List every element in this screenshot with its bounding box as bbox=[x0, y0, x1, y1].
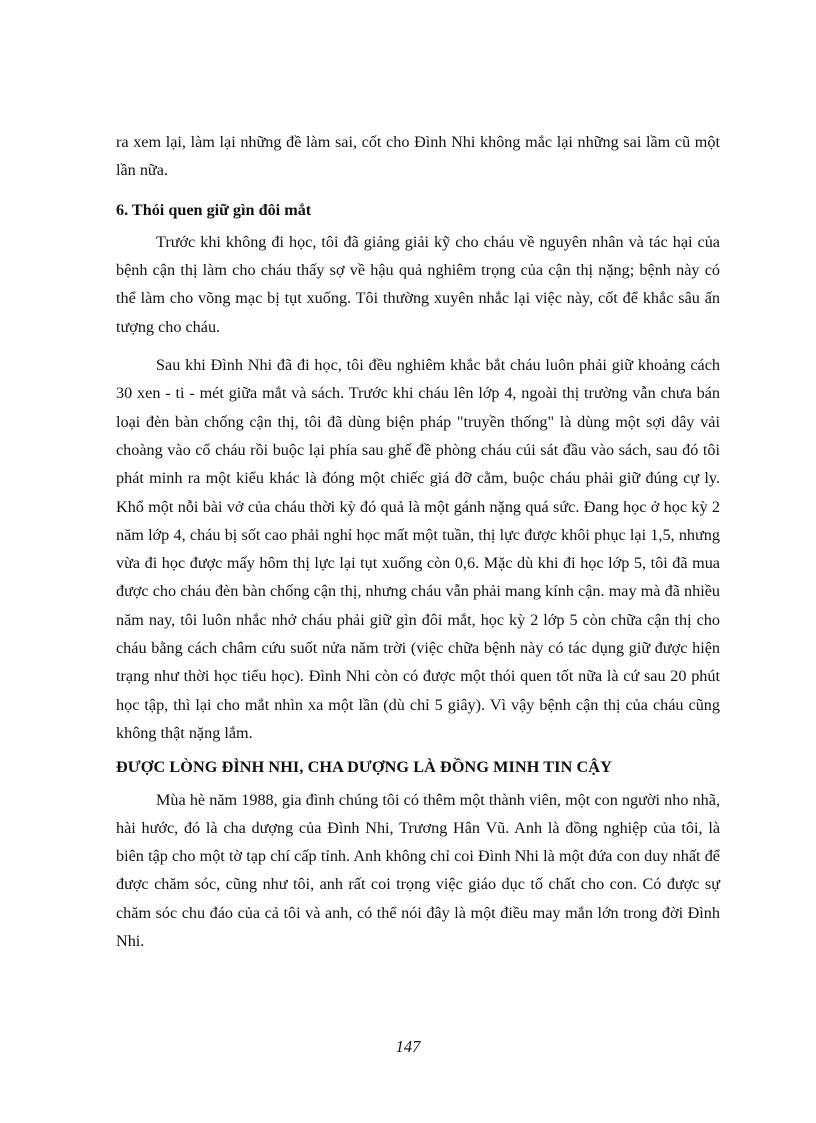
paragraph: Sau khi Đình Nhi đã đi học, tôi đều nghiêm khắc bắt cháu luôn phải giữ khoảng cách 30 xen - ti - mét giữa mắt và sách. Trước khi cháu lên lớp 4, ngoài thị trường vẫn chưa bán loại đèn bàn chống cận thị, tôi đã dùng biện pháp "truyền thống" là dùng một sợi dây vải choàng vào cổ cháu rồi buộc lại phía sau ghế đề phòng cháu cúi sát đầu vào sách, sau đó tôi phát minh ra một kiểu khác là đóng một chiếc giá đỡ cằm, buộc cháu phải giữ đúng cự ly. Khổ một nỗi bài vở của cháu thời kỳ đó quả là một gánh nặng quá sức. Đang học ở học kỳ 2 năm lớp 4, cháu bị sốt cao phải nghỉ học mất một tuần, thị lực được khôi phục lại 1,5, nhưng vừa đi học được mấy hôm thị lực lại tụt xuống còn 0,6. Mặc dù khi đi học lớp 5, tôi đã mua được cho cháu đèn bàn chống cận thị, nhưng cháu vẫn phải mang kính cận. may mà đã nhiều năm nay, tôi luôn nhắc nhở cháu phải giữ gìn đôi mắt, học kỳ 2 lớp 5 còn chữa cận thị cho cháu bằng cách châm cứu suốt nửa năm trời (việc chữa bệnh này có tác dụng giữ được hiện trạng như thời học tiểu học). Đình Nhi còn có được một thói quen tốt nữa là cứ sau 20 phút học tập, thì lại cho mắt nhìn xa một lần (dù chỉ 5 giây). Vì vậy bệnh cận thị của cháu cũng không thật nặng lắm. bbox=[116, 356, 720, 742]
section-heading: 6. Thói quen giữ gìn đôi mắt bbox=[116, 200, 312, 219]
page-number: 147 bbox=[395, 1037, 421, 1056]
page-body bbox=[116, 128, 720, 955]
paragraph: Mùa hè năm 1988, gia đình chúng tôi có thêm một thành viên, một con người nho nhã, hài hước, đó là cha dượng của Đình Nhi, Trương Hân Vũ. Anh là đồng nghiệp của tôi, là biên tập cho một tờ tạp chí cấp tỉnh. Anh không chỉ coi Đình Nhi là một đứa con duy nhất để được chăm sóc, cũng như tôi, anh rất coi trọng việc giáo dục tố chất cho con. Có được sự chăm sóc chu đáo của cả tôi và anh, có thể nói đây là một điều may mắn lớn trong đời Đình Nhi. bbox=[116, 790, 720, 951]
paragraph: Trước khi không đi học, tôi đã giảng giải kỹ cho cháu về nguyên nhân và tác hại của bệnh cận thị làm cho cháu thấy sợ về hậu quả nghiêm trọng của cận thị nặng; bệnh này có thể làm cho võng mạc bị tụt xuống. Tôi thường xuyên nhắc lại việc này, cốt để khắc sâu ấn tượng cho cháu. bbox=[116, 232, 720, 336]
paragraph-continuation: ra xem lại, làm lại những đề làm sai, cốt cho Đình Nhi không mắc lại những sai lầm cũ một lần nữa. bbox=[116, 133, 720, 180]
chapter-heading: ĐƯỢC LÒNG ĐÌNH NHI, CHA DƯỢNG LÀ ĐỒNG MINH TIN CẬY bbox=[116, 758, 612, 777]
